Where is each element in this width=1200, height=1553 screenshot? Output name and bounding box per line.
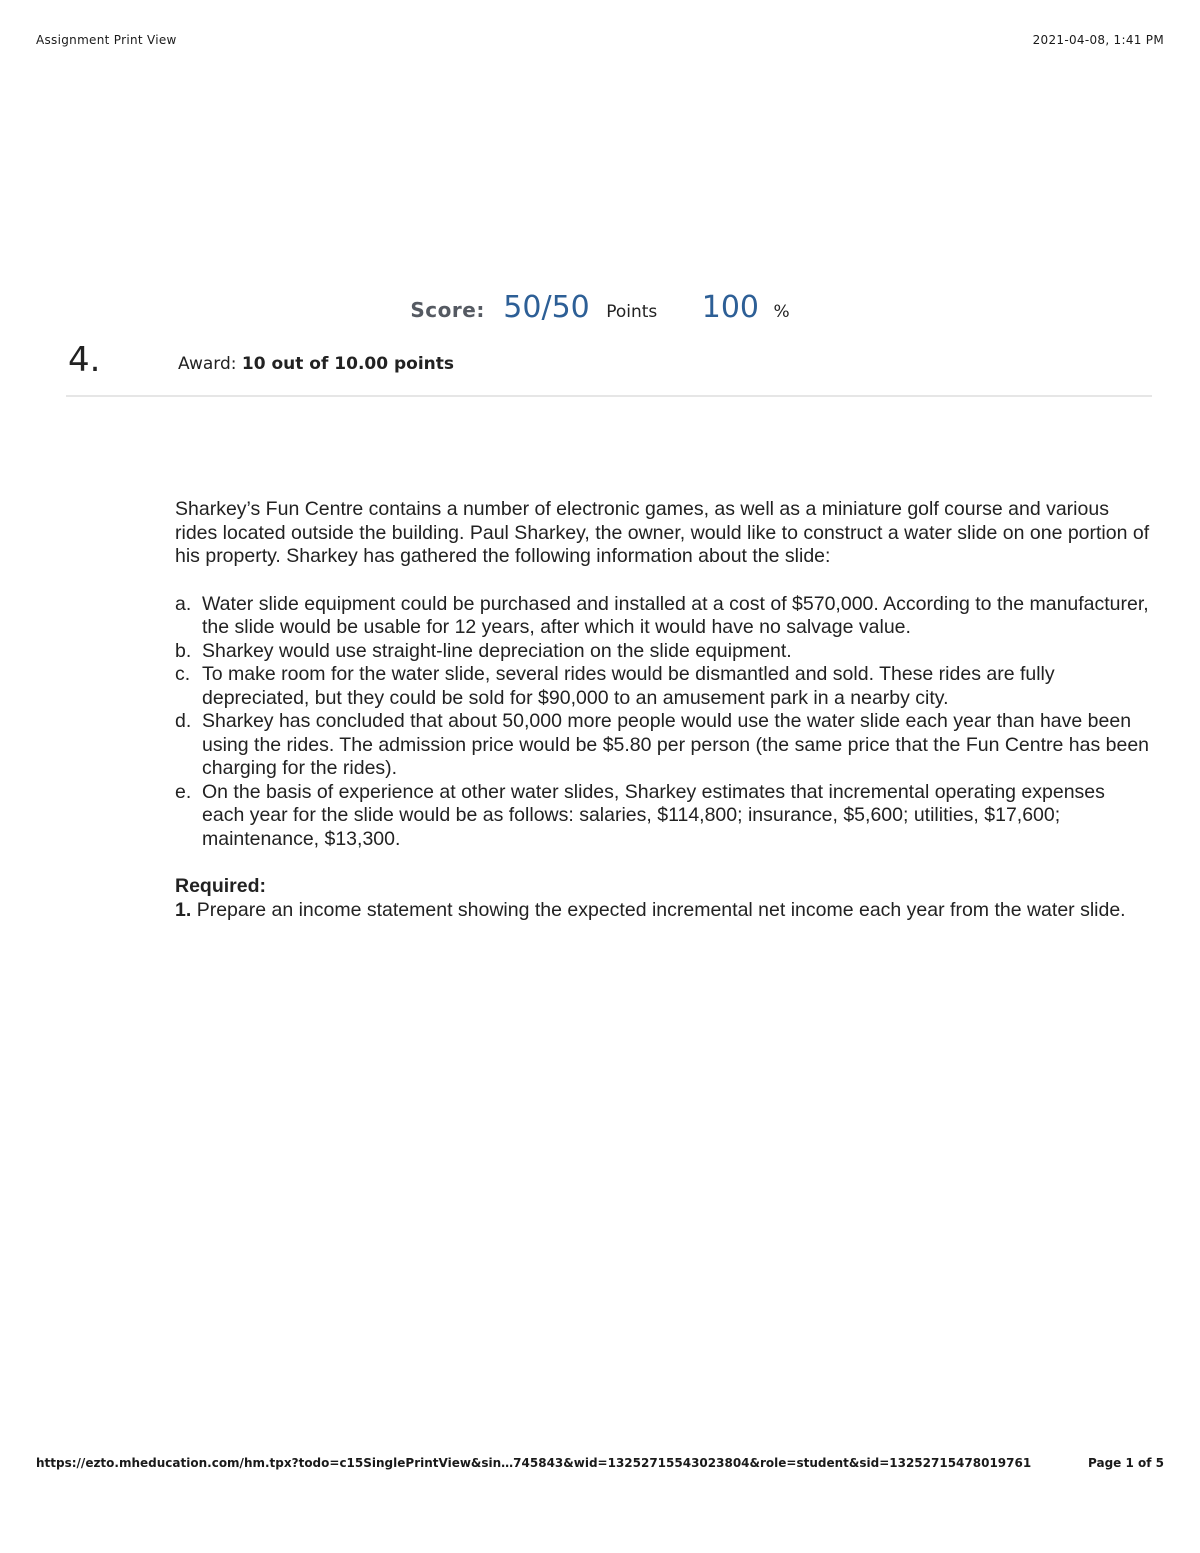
page-url: https://ezto.mheducation.com/hm.tpx?todo=c15SinglePrintView&sin…745843&wid=13252715543023804&role=student&sid=13252715478019761 — [36, 1456, 1032, 1470]
list-marker: c. — [175, 663, 191, 685]
list-marker: a. — [175, 592, 192, 615]
list-marker: d. — [175, 710, 192, 732]
divider — [66, 395, 1152, 397]
list-item — [175, 781, 1150, 852]
award-value: 10 out of 10.00 points — [241, 354, 455, 374]
question-number: 4. — [68, 340, 101, 380]
score-value: 50/50 — [503, 290, 590, 325]
print-header — [36, 33, 1164, 51]
required-block — [175, 875, 1150, 922]
percent-sign: % — [773, 302, 790, 322]
required-number: 1. — [175, 898, 192, 921]
list-item — [175, 663, 1150, 710]
page-number: Page 1 of 5 — [1088, 1456, 1164, 1470]
list-item-text: To make room for the water slide, several rides would be dismantled and sold. These rides are fully depreciated, but they could be sold for $90,000 to an amusement park in a nearby city. — [202, 663, 1055, 709]
list-item-text: Water slide equipment could be purchased and installed at a cost of $570,000. According to the manufacturer, the slide would be usable for 12 years, after which it would have no salvage value. — [202, 592, 1149, 638]
list-item — [175, 640, 1150, 664]
list-item — [175, 593, 1150, 640]
percent-value: 100 — [701, 290, 759, 325]
list-marker: b. — [175, 639, 192, 662]
print-datetime: 2021-04-08, 1:41 PM — [1032, 33, 1164, 47]
score-summary — [0, 290, 1200, 325]
required-text: Prepare an income statement showing the expected incremental net income each year from the water slide. — [196, 898, 1126, 921]
info-list — [175, 593, 1150, 852]
score-label: Score: — [410, 298, 485, 322]
list-marker: e. — [175, 780, 192, 803]
required-label: Required: — [175, 875, 267, 897]
print-title: Assignment Print View — [36, 33, 177, 47]
required-item — [175, 899, 1150, 923]
question-intro: Sharkey’s Fun Centre contains a number of electronic games, as well as a miniature golf course and various rides located outside the building. Paul Sharkey, the owner, would like to construct a water slide on one portion of his property. Sharkey has gathered the following information about the slide: — [175, 498, 1150, 567]
points-label: Points — [606, 302, 658, 322]
award — [178, 354, 454, 374]
print-footer — [36, 1456, 1164, 1474]
award-label: Award: — [178, 354, 237, 374]
list-item-text: On the basis of experience at other water slides, Sharkey estimates that incremental operating expenses each year for the slide would be as follows: salaries, $114,800; insurance, $5,600; utilities, $17,600; maintenance, $13,300. — [202, 780, 1105, 850]
list-item — [175, 710, 1150, 781]
list-item-text: Sharkey has concluded that about 50,000 more people would use the water slide each year than have been using the rides. The admission price would be $5.80 per person (the same price that the Fun Centre has been charging for the rides). — [202, 710, 1150, 779]
list-item-text: Sharkey would use straight-line depreciation on the slide equipment. — [202, 639, 792, 662]
question-body — [175, 498, 1150, 922]
